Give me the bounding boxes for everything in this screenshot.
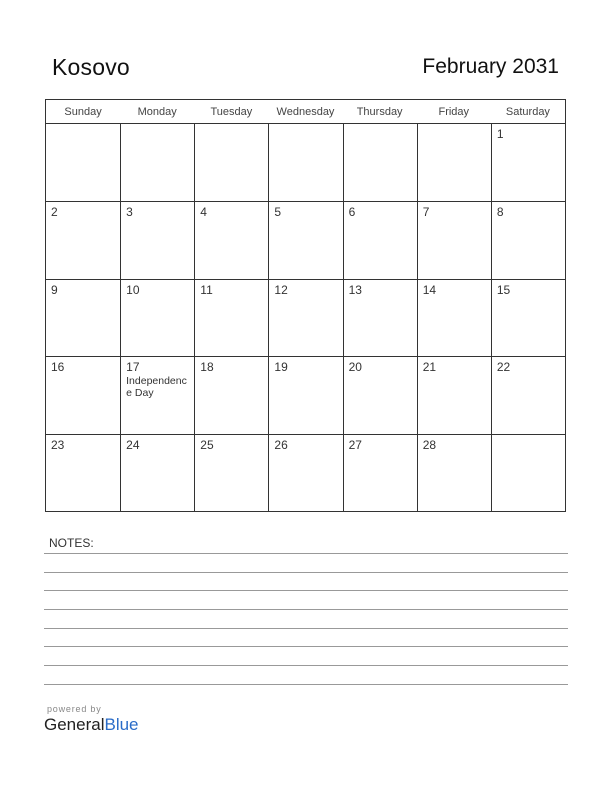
- calendar-grid: [45, 99, 566, 512]
- day-cell: [194, 356, 268, 433]
- note-line: [44, 609, 568, 610]
- holiday-event: Independence Day: [126, 375, 187, 400]
- day-cell: [268, 124, 342, 201]
- day-cell: [120, 279, 194, 356]
- day-number: 19: [274, 360, 288, 375]
- day-cell: [120, 356, 194, 433]
- day-cell: [46, 279, 120, 356]
- day-number: 24: [126, 437, 140, 452]
- weekday-header-friday: Friday: [417, 100, 491, 124]
- day-cell: [417, 356, 491, 433]
- brand-logo: [44, 715, 139, 735]
- day-number: 16: [51, 360, 65, 375]
- day-cell: [343, 124, 417, 201]
- note-line: [44, 684, 568, 685]
- day-number: 18: [200, 360, 214, 375]
- day-cell: [46, 124, 120, 201]
- day-number: 28: [422, 437, 437, 452]
- day-cell: [491, 434, 565, 511]
- day-cell: [120, 434, 194, 511]
- day-number: 20: [348, 360, 362, 375]
- day-number: 14: [422, 282, 437, 297]
- day-cell: [417, 201, 491, 278]
- day-number: 22: [496, 360, 511, 375]
- note-line: [44, 646, 568, 647]
- note-line: [44, 572, 568, 573]
- weekday-header-wednesday: Wednesday: [268, 100, 342, 124]
- day-cell: [268, 356, 342, 433]
- weekday-header-sunday: Sunday: [46, 100, 120, 124]
- day-cell: [268, 201, 342, 278]
- weekday-header-tuesday: Tuesday: [194, 100, 268, 124]
- day-cell: [417, 279, 491, 356]
- day-cell: [491, 124, 565, 201]
- day-number: 8: [496, 205, 504, 220]
- note-line: [44, 553, 568, 554]
- weekday-header-thursday: Thursday: [343, 100, 417, 124]
- day-number: 6: [348, 205, 356, 220]
- day-cell: [343, 356, 417, 433]
- day-cell: [120, 201, 194, 278]
- day-cell: [343, 279, 417, 356]
- day-number: 10: [126, 282, 140, 297]
- day-number: 13: [348, 282, 362, 297]
- day-cell: [46, 356, 120, 433]
- day-number: 12: [274, 282, 288, 297]
- day-cell: [268, 279, 342, 356]
- footer-branding: [44, 704, 139, 735]
- day-cell: [491, 201, 565, 278]
- day-cell: [417, 434, 491, 511]
- day-cell: [268, 434, 342, 511]
- day-cell: [194, 434, 268, 511]
- day-number: 21: [422, 360, 437, 375]
- day-number: 26: [274, 437, 288, 452]
- day-number: 2: [51, 205, 58, 220]
- weekday-header-monday: Monday: [120, 100, 194, 124]
- day-number: 1: [496, 127, 504, 141]
- day-cell: [491, 279, 565, 356]
- day-cell: [120, 124, 194, 201]
- day-cell: [46, 201, 120, 278]
- day-cell: [491, 356, 565, 433]
- day-cell: [343, 201, 417, 278]
- country-title: Kosovo: [52, 54, 130, 80]
- day-cell: [194, 279, 268, 356]
- notes-label: NOTES:: [49, 536, 94, 550]
- day-number: 3: [126, 205, 133, 220]
- day-number: 4: [200, 205, 207, 220]
- day-number: 15: [496, 282, 511, 297]
- day-number: 11: [200, 282, 213, 297]
- day-number: 27: [348, 437, 362, 452]
- note-line: [44, 665, 568, 666]
- brand-name-part1: General: [44, 715, 105, 734]
- brand-name-part2: Blue: [104, 715, 139, 734]
- weekday-header-saturday: Saturday: [491, 100, 565, 124]
- day-cell: [46, 434, 120, 511]
- note-line: [44, 628, 568, 629]
- day-number: 5: [274, 205, 282, 220]
- day-number: 9: [51, 282, 58, 297]
- day-number: 7: [422, 205, 430, 220]
- powered-by-text: powered by: [47, 704, 102, 714]
- day-number: 17: [126, 360, 140, 375]
- note-line: [44, 590, 568, 591]
- day-cell: [343, 434, 417, 511]
- day-number: 25: [200, 437, 214, 452]
- month-year-title: February 2031: [422, 55, 559, 78]
- day-number: 23: [51, 437, 65, 452]
- day-cell: [194, 201, 268, 278]
- day-cell: [417, 124, 491, 201]
- day-cell: [194, 124, 268, 201]
